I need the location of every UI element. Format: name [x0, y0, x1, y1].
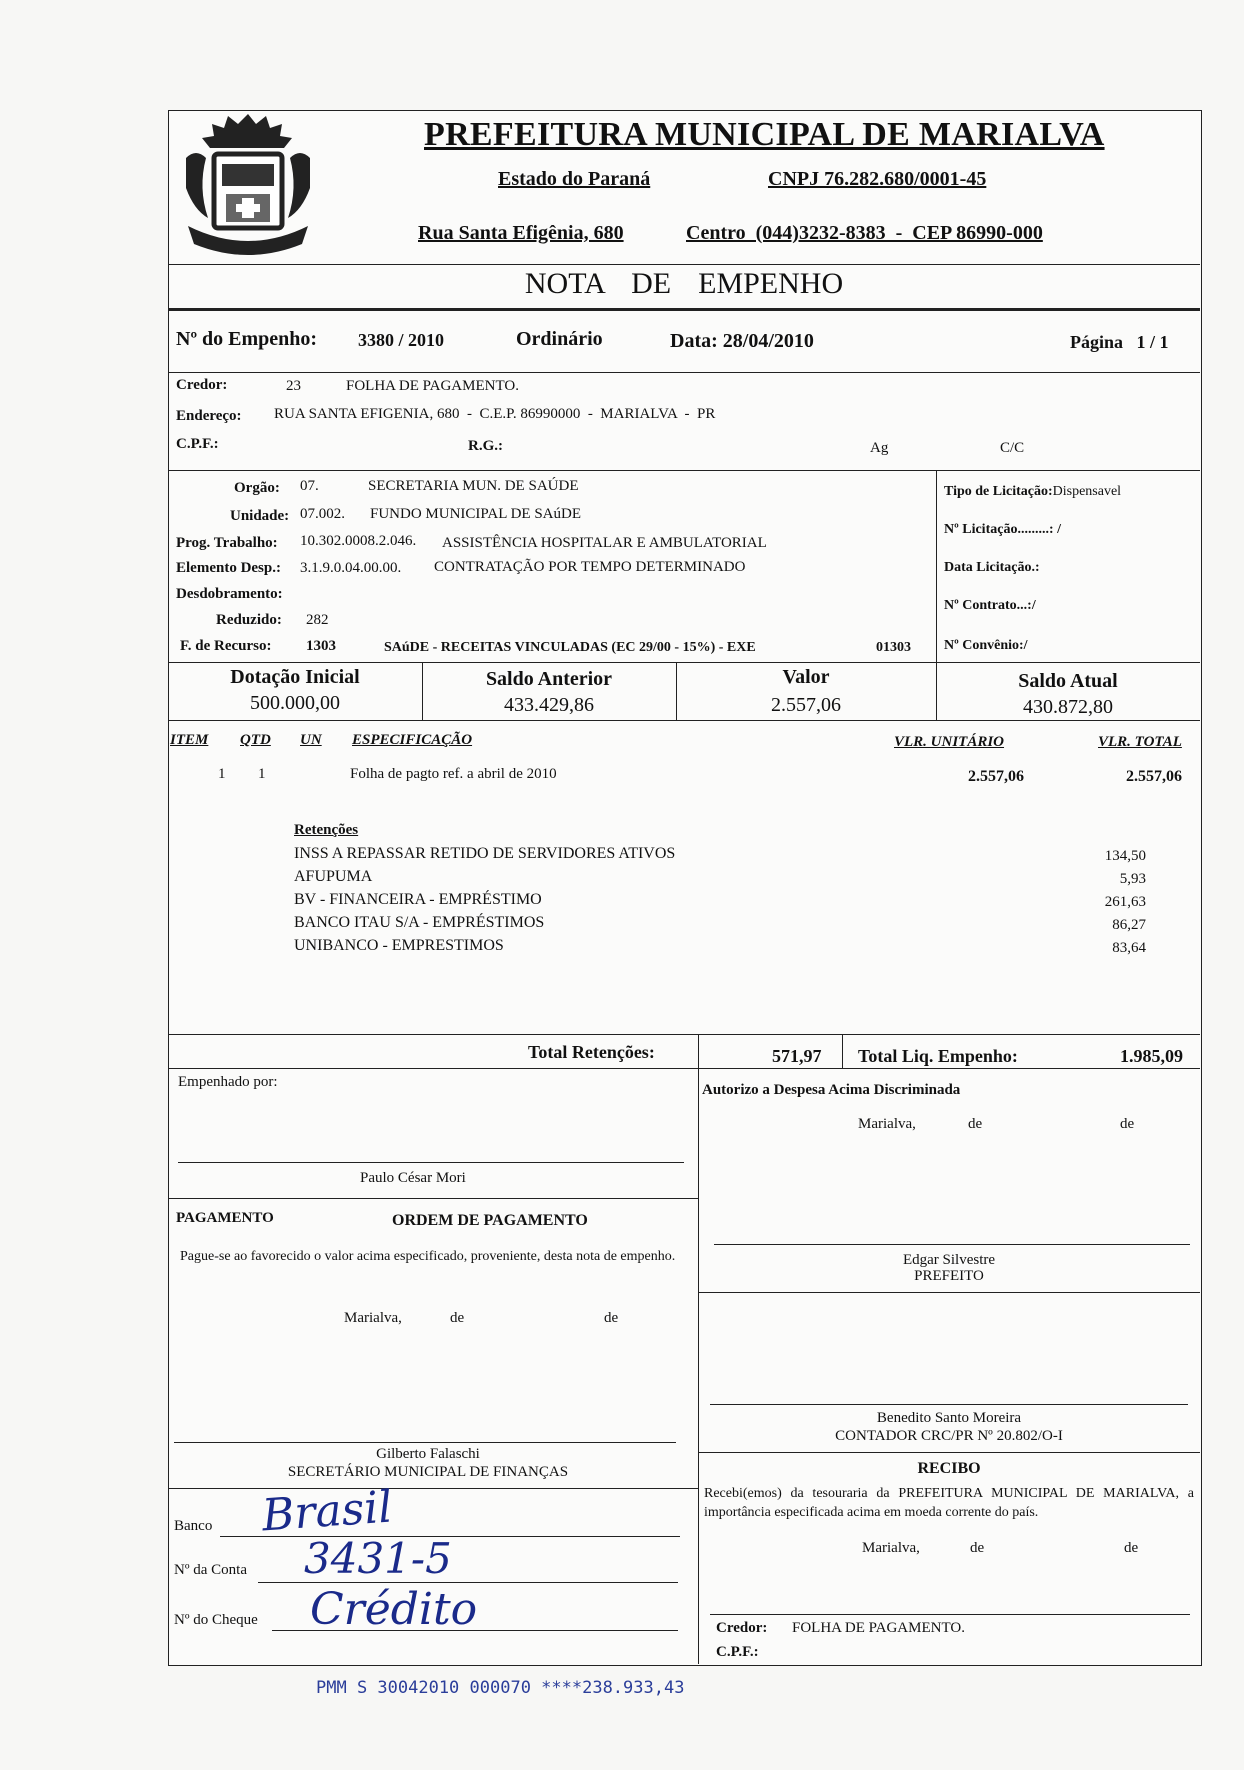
ordem-city: Marialva, [344, 1310, 402, 1326]
item-total-value: 2.557,06 [1126, 768, 1182, 785]
empenho-type: Ordinário [516, 328, 603, 350]
credor-label: Credor: [176, 377, 228, 393]
ordem-de-2: de [604, 1310, 619, 1326]
empenhado-name: Paulo César Mori [360, 1170, 466, 1186]
pagamento-label: PAGAMENTO [176, 1210, 274, 1226]
item-number: 1 [218, 766, 226, 782]
conta-label: Nº da Conta [174, 1562, 247, 1578]
saldo-anterior-value: 433.429,86 [504, 694, 594, 716]
empenho-number-label: Nº do Empenho: [176, 328, 318, 350]
header-address: Rua Santa Efigênia, 680 [418, 222, 624, 244]
retencao-value-3: 261,63 [1104, 894, 1146, 910]
cc-label: C/C [1000, 440, 1025, 456]
recibo-text: Recebi(emos) da tesouraria da PREFEITURA MUNICIPAL DE MARIALVA, a importância especificada acima em moeda corrente do país. [704, 1486, 1194, 1520]
contract-number: Nº Contrato...:/ [944, 598, 1036, 613]
retencao-desc-3: BV - FINANCEIRA - EMPRÉSTIMO [294, 891, 542, 908]
orgao-label: Orgão: [234, 480, 280, 496]
retencao-desc-5: UNIBANCO - EMPRESTIMOS [294, 937, 504, 954]
secretario-name: Gilberto Falaschi [376, 1446, 480, 1462]
credor-code: 23 [286, 378, 301, 394]
col-un: UN [300, 732, 322, 748]
saldo-atual-value: 430.872,80 [1023, 696, 1113, 718]
recibo-de-1: de [970, 1540, 985, 1556]
elemento-code: 3.1.9.0.04.00.00. [300, 560, 402, 576]
item-unit-value: 2.557,06 [968, 768, 1024, 785]
secretario-title: SECRETÁRIO MUNICIPAL DE FINANÇAS [287, 1464, 569, 1480]
empenho-number: 3380 / 2010 [358, 330, 445, 350]
reduzido-value: 282 [306, 612, 329, 628]
header-state: Estado do Paraná [498, 168, 651, 190]
col-vlr-total: VLR. TOTAL [1098, 734, 1182, 750]
recurso-name: SAúDE - RECEITAS VINCULADAS (EC 29/00 - 15%) - EXE [384, 640, 756, 655]
item-qtd: 1 [258, 766, 266, 782]
empenho-date: Data: 28/04/2010 [670, 330, 814, 352]
unidade-name: FUNDO MUNICIPAL DE SAúDE [370, 506, 581, 522]
header-title: PREFEITURA MUNICIPAL DE MARIALVA [424, 116, 1105, 153]
col-item: ITEM [170, 732, 209, 748]
recibo-title: RECIBO [917, 1460, 981, 1477]
cheque-handwritten: Crédito [310, 1584, 478, 1635]
conta-handwritten: 3431-5 [304, 1534, 452, 1583]
prefeito-title: PREFEITO [914, 1268, 984, 1284]
header-cnpj: CNPJ 76.282.680/0001-45 [768, 168, 987, 190]
item-description: Folha de pagto ref. a abril de 2010 [350, 766, 557, 782]
contador-name: Benedito Santo Moreira [876, 1410, 1022, 1426]
pague-se-text: Pague-se ao favorecido o valor acima especificado, proveniente, desta nota de empenho. [180, 1249, 676, 1264]
ag-label: Ag [870, 440, 889, 456]
page-number: Página 1 / 1 [1070, 332, 1169, 352]
address-label: Endereço: [176, 408, 242, 424]
recibo-credor-name: FOLHA DE PAGAMENTO. [792, 1620, 965, 1636]
col-qtd: QTD [240, 732, 271, 748]
recurso-code-2: 01303 [876, 640, 911, 655]
banco-handwritten: Brasil [260, 1481, 394, 1542]
retencao-desc-4: BANCO ITAU S/A - EMPRÉSTIMOS [294, 914, 545, 931]
licitacao-type: Tipo de Licitação:Dispensavel [944, 484, 1122, 499]
retencao-desc-2: AFUPUMA [294, 868, 373, 885]
recibo-de-2: de [1124, 1540, 1139, 1556]
coat-of-arms-icon [176, 108, 320, 258]
header-contact: Centro (044)3232-8383 - CEP 86990-000 [686, 222, 1043, 244]
rg-label: R.G.: [468, 438, 503, 454]
dotacao-label: Dotação Inicial [230, 666, 360, 688]
total-retencoes-value: 571,97 [772, 1046, 822, 1066]
retencao-value-1: 134,50 [1104, 848, 1146, 864]
recibo-cpf-label: C.P.F.: [716, 1644, 759, 1660]
recibo-credor-label: Credor: [716, 1620, 768, 1636]
orgao-code: 07. [300, 478, 319, 494]
banco-label: Banco [174, 1518, 213, 1534]
document-title: NOTA DE EMPENHO [524, 267, 844, 300]
convenio-number: Nº Convênio:/ [944, 638, 1028, 653]
recurso-label: F. de Recurso: [180, 638, 272, 654]
elemento-name: CONTRATAÇÃO POR TEMPO DETERMINADO [434, 559, 746, 575]
valor-value: 2.557,06 [771, 694, 841, 716]
total-liquido-label: Total Liq. Empenho: [858, 1046, 1018, 1066]
retencao-value-5: 83,64 [1112, 940, 1146, 956]
footer-stamp: PMM S 30042010 000070 ****238.933,43 [316, 1678, 685, 1698]
col-especificacao: ESPECIFICAÇÃO [352, 732, 473, 748]
unidade-label: Unidade: [230, 508, 290, 524]
prog-code: 10.302.0008.2.046. [300, 533, 417, 549]
col-vlr-unitario: VLR. UNITÁRIO [894, 734, 1005, 750]
ordem-pagamento-label: ORDEM DE PAGAMENTO [392, 1212, 588, 1229]
saldo-anterior-label: Saldo Anterior [485, 668, 613, 690]
retencoes-title: Retenções [294, 822, 359, 838]
total-retencoes-label: Total Retenções: [528, 1042, 655, 1062]
cpf-label: C.P.F.: [176, 436, 219, 452]
total-liquido-value: 1.985,09 [1120, 1046, 1183, 1066]
recibo-city: Marialva, [862, 1540, 920, 1556]
dotacao-value: 500.000,00 [250, 692, 340, 714]
autorizo-label: Autorizo a Despesa Acima Discriminada [702, 1082, 961, 1098]
saldo-atual-label: Saldo Atual [1018, 670, 1118, 692]
licitacao-number: Nº Licitação.........: / [944, 522, 1061, 537]
credor-name: FOLHA DE PAGAMENTO. [346, 378, 519, 394]
autorizo-de-1: de [968, 1116, 983, 1132]
ordem-de-1: de [450, 1310, 465, 1326]
retencao-desc-1: INSS A REPASSAR RETIDO DE SERVIDORES ATIVOS [294, 845, 676, 862]
recurso-code: 1303 [306, 638, 336, 654]
autorizo-city: Marialva, [858, 1116, 916, 1132]
unidade-code: 07.002. [300, 506, 345, 522]
reduzido-label: Reduzido: [216, 612, 282, 628]
retencao-value-2: 5,93 [1119, 871, 1146, 887]
licitacao-date: Data Licitação.: [944, 560, 1040, 575]
credor-address: RUA SANTA EFIGENIA, 680 - C.E.P. 86990000 - MARIALVA - PR [274, 406, 716, 422]
prog-name: ASSISTÊNCIA HOSPITALAR E AMBULATORIAL [442, 535, 767, 551]
elemento-label: Elemento Desp.: [176, 560, 281, 576]
desdobramento-label: Desdobramento: [176, 586, 283, 602]
autorizo-de-2: de [1120, 1116, 1135, 1132]
cheque-label: Nº do Cheque [174, 1612, 258, 1628]
prefeito-name: Edgar Silvestre [902, 1252, 996, 1268]
contador-title: CONTADOR CRC/PR Nº 20.802/O-I [835, 1428, 1063, 1444]
empenhado-por-label: Empenhado por: [178, 1074, 278, 1090]
valor-label: Valor [782, 666, 830, 688]
retencao-value-4: 86,27 [1112, 917, 1146, 933]
prog-label: Prog. Trabalho: [176, 535, 278, 551]
orgao-name: SECRETARIA MUN. DE SAÚDE [368, 478, 579, 494]
